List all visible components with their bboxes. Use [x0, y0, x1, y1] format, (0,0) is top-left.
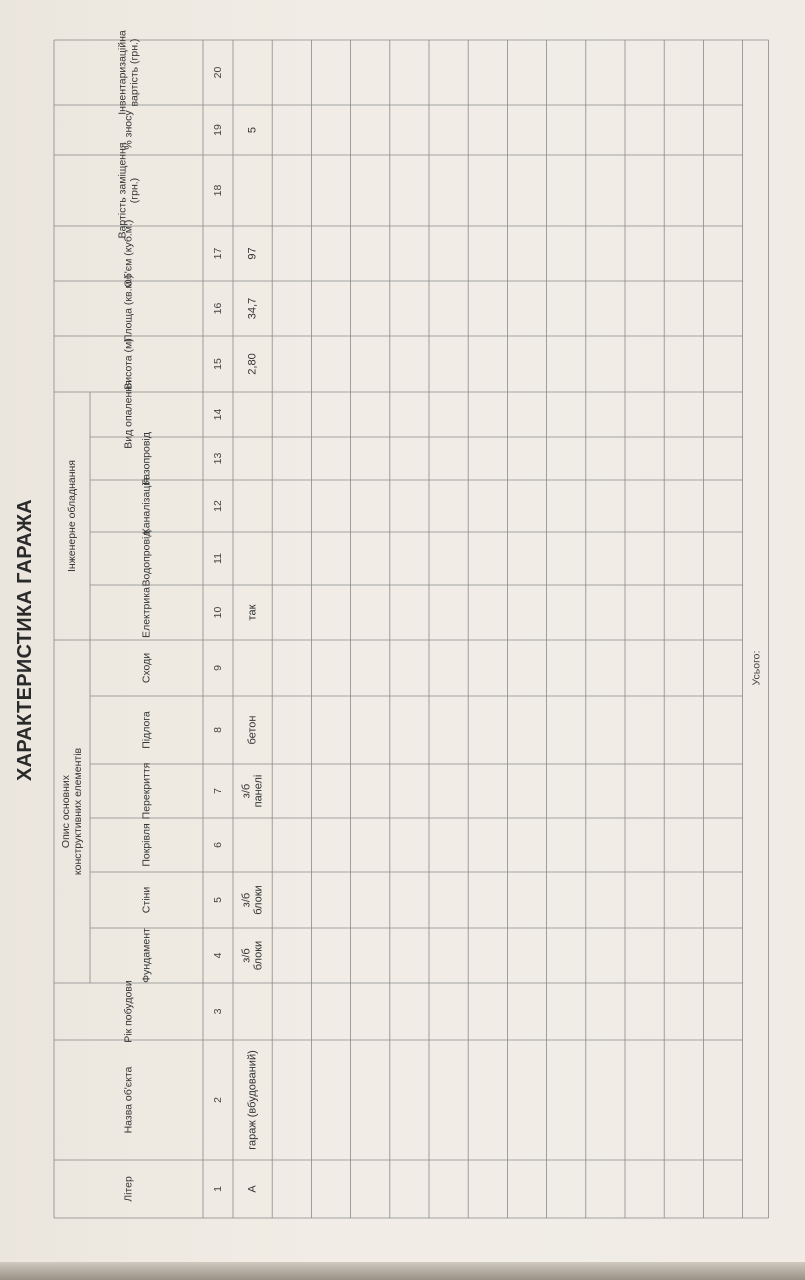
construction-group-header-line: Опис основних [59, 774, 72, 849]
table-cell-line: 2,80 [246, 353, 259, 375]
column-header-line: Водопровід [140, 530, 153, 587]
column-header-line: Газопровід [140, 432, 153, 485]
column-header-line: Площа (кв.м.) [122, 274, 135, 343]
table-cell-line: з/б [240, 783, 253, 799]
column-number [212, 788, 224, 794]
column-header-line: Вартість заміщення [116, 142, 129, 239]
column-header [140, 887, 152, 914]
engineering-group-header [66, 460, 78, 572]
column-number [212, 67, 224, 79]
table-cell-line: бетон [246, 715, 259, 745]
column-header [140, 587, 152, 638]
column-number-line: 1 [211, 1186, 224, 1192]
column-header-line: Підлога [140, 711, 153, 749]
column-header-line: Сходи [140, 652, 153, 684]
column-header-line: Висота (м) [122, 338, 135, 390]
column-number [212, 248, 224, 260]
column-header-line: % зносу [122, 110, 135, 150]
column-header [140, 653, 152, 683]
column-header [122, 1066, 134, 1133]
column-number-line: 15 [211, 358, 224, 370]
column-header-line: Об'єм (куб.м.) [122, 219, 135, 288]
column-number [212, 952, 224, 958]
column-header [122, 338, 134, 390]
column-header [122, 980, 134, 1043]
column-number-line: 11 [211, 553, 224, 564]
table-cell-line: з/б [240, 892, 253, 908]
column-number-line: 4 [211, 952, 224, 959]
table-cell [247, 1185, 259, 1193]
column-header-line: Перекриття [140, 762, 153, 820]
column-number-line: 20 [211, 66, 224, 79]
column-number [212, 453, 224, 465]
column-header-line: Рік побудови [122, 980, 135, 1043]
column-number-line: 16 [211, 302, 224, 315]
column-number [212, 303, 224, 315]
table-cell-line: 34,7 [246, 297, 259, 320]
column-header [140, 531, 152, 587]
column-number [212, 842, 224, 848]
column-number-line: 8 [211, 727, 224, 733]
column-number-line: 2 [211, 1097, 224, 1103]
column-number [212, 124, 224, 136]
engineering-group-header-line: Інженерне обладнання [65, 459, 78, 573]
column-header-line: Електрика [140, 587, 153, 638]
table-cell-line: 5 [246, 126, 259, 134]
table-cell [247, 127, 259, 133]
column-header-line: Каналізація [140, 477, 153, 535]
table-cell [241, 775, 265, 808]
column-number-line: 14 [211, 408, 224, 421]
column-header [140, 711, 152, 749]
construction-group-header-line: конструктивних елементів [71, 747, 84, 876]
column-header-line: Назва об'єкта [122, 1066, 135, 1134]
column-header [140, 432, 152, 485]
column-header-line: Стіни [140, 886, 153, 914]
column-header-line: вартість (грн.) [128, 38, 141, 107]
table-cell-line: 97 [246, 247, 259, 260]
column-number [212, 727, 224, 733]
total-label: Усього: [750, 650, 763, 686]
page-edge-shadow [0, 1262, 805, 1280]
column-number-line: 9 [211, 665, 224, 671]
table-cell [247, 1050, 259, 1150]
document-title: ХАРАКТЕРИСТИКА ГАРАЖА [14, 499, 36, 781]
column-number [212, 1186, 224, 1192]
table-cell-line: блоки [252, 885, 265, 915]
column-header [140, 763, 152, 820]
table-cell [247, 298, 259, 319]
column-number [212, 897, 224, 903]
table-cell [241, 941, 265, 970]
column-number-line: 3 [211, 1008, 224, 1015]
column-header-line: Вид опалення [122, 380, 135, 449]
table-cell-line: з/б [240, 948, 253, 963]
column-number-line: 19 [211, 124, 224, 136]
column-header-line: Фундамент [140, 928, 153, 983]
column-header [116, 30, 140, 115]
column-number [212, 409, 224, 421]
column-number-line: 12 [211, 500, 224, 512]
table-cell-line: гараж (вбудований) [246, 1050, 259, 1150]
column-number [212, 665, 224, 671]
column-header-line: Інвентаризаційна [116, 30, 129, 115]
column-number-line: 10 [211, 606, 224, 619]
table-cell [247, 353, 259, 374]
column-number-line: 7 [211, 788, 224, 794]
column-number [212, 358, 224, 370]
table-cell-line: панелі [252, 774, 265, 808]
table-cell [247, 247, 259, 259]
column-header-line: Літер [122, 1176, 135, 1202]
column-number [212, 185, 224, 197]
table-cell-line: блоки [252, 940, 265, 971]
column-number [212, 1008, 224, 1014]
column-header [140, 928, 152, 983]
table-cell [247, 604, 259, 620]
column-header-line: (грн.) [128, 177, 141, 204]
column-number-line: 6 [211, 842, 224, 848]
column-number [212, 500, 224, 512]
table-cell [241, 885, 265, 914]
column-number [212, 607, 224, 619]
table-cell [247, 715, 259, 744]
column-number [212, 553, 224, 564]
column-header [140, 823, 152, 866]
table-cell-line: так [246, 604, 259, 621]
construction-group-header [60, 747, 84, 875]
column-number-line: 18 [211, 184, 224, 197]
column-number-line: 17 [211, 247, 224, 260]
column-number-line: 13 [211, 452, 224, 465]
column-header [122, 1176, 134, 1202]
column-header [122, 110, 134, 150]
column-number-line: 5 [211, 897, 224, 903]
column-number [212, 1097, 224, 1103]
table-cell-line: А [246, 1185, 259, 1193]
column-header [122, 380, 134, 449]
column-header-line: Покрівля [140, 823, 153, 867]
column-header [140, 478, 152, 535]
